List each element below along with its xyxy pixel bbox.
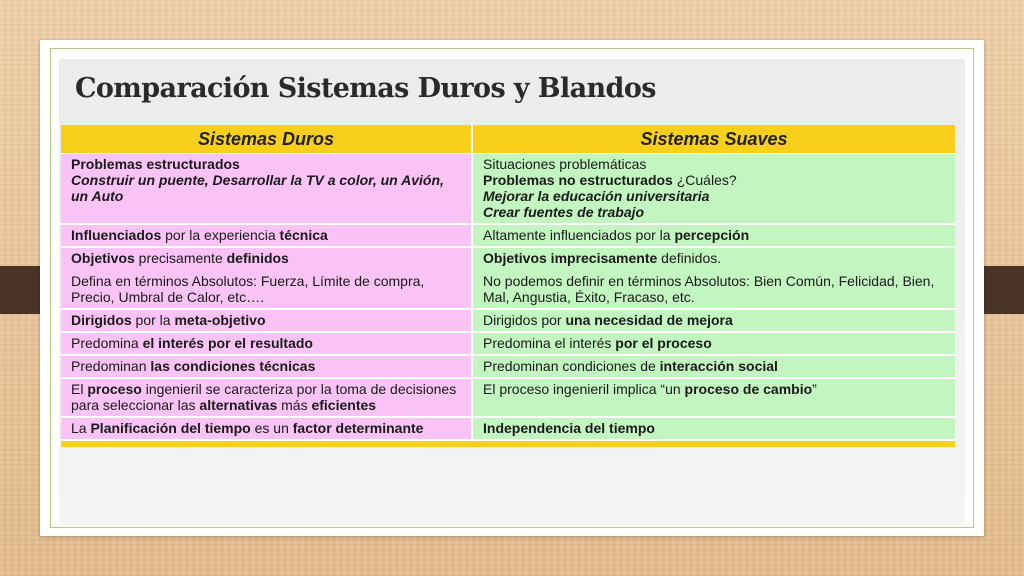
text-bold: Influenciados: [71, 227, 162, 243]
cell-duros: [61, 154, 473, 225]
footer-band-right: [473, 441, 955, 447]
slide-card: [40, 40, 984, 536]
table-row: [61, 418, 955, 441]
cell-duros: [61, 379, 473, 418]
text-bold: Problemas estructurados: [71, 156, 240, 172]
text-bold: las condiciones técnicas: [150, 358, 316, 374]
text-bold: definidos: [226, 250, 289, 266]
text-plain: Predominan: [71, 358, 151, 374]
header-sistemas-suaves: Sistemas Suaves: [473, 125, 955, 154]
text-plain: por la experiencia: [161, 227, 280, 243]
text-plain: es un: [250, 420, 293, 436]
table-footer-band: [61, 441, 955, 447]
text-bold: factor determinante: [292, 420, 424, 436]
table-row: [61, 333, 955, 356]
comparison-table: [61, 125, 955, 447]
text-plain: Predomina: [71, 335, 143, 351]
cell-suaves: [473, 248, 955, 310]
text-bold: Objetivos: [71, 250, 135, 266]
footer-band-left: [61, 441, 473, 447]
text-bold: meta-objetivo: [174, 312, 266, 328]
text-example: Crear fuentes de trabajo: [483, 204, 645, 220]
text-plain: definidos.: [657, 250, 722, 266]
text-plain: por la: [131, 312, 175, 328]
text-bold: percepción: [674, 227, 750, 243]
cell-suaves: [473, 310, 955, 333]
comparison-image: [59, 59, 965, 525]
text-bold: Dirigidos: [71, 312, 132, 328]
text-bold: proceso: [87, 381, 142, 397]
cell-suaves: [473, 154, 955, 225]
cell-suaves: [473, 418, 955, 441]
text-bold: alternativas: [199, 397, 278, 413]
cell-duros: [61, 356, 473, 379]
table-row: [61, 154, 955, 225]
cell-suaves: [473, 356, 955, 379]
cell-duros: [61, 333, 473, 356]
text-plain: La: [71, 420, 91, 436]
text-plain: Situaciones problemáticas: [483, 156, 647, 172]
slide-title: Comparación Sistemas Duros y Blandos: [75, 73, 656, 104]
text-bold: Problemas no estructurados: [483, 172, 673, 188]
text-bold: Objetivos imprecisamente: [483, 250, 658, 266]
text-bold: una necesidad de mejora: [565, 312, 733, 328]
cell-duros: [61, 225, 473, 248]
text-bold: por el proceso: [615, 335, 712, 351]
cell-suaves: [473, 333, 955, 356]
text-plain: ingenieril se caracteriza por la toma de decisiones para seleccionar las: [71, 381, 457, 413]
text-plain: Defina en términos Absolutos: Fuerza, Límite de compra, Precio, Umbral de Calor, etc….: [71, 273, 425, 305]
text-plain: ¿Cuáles?: [672, 172, 737, 188]
cell-duros: [61, 310, 473, 333]
text-bold: Planificación del tiempo: [90, 420, 251, 436]
text-bold: eficientes: [311, 397, 377, 413]
text-plain: El: [71, 381, 88, 397]
text-bold: Independencia del tiempo: [483, 420, 655, 436]
table-row: [61, 310, 955, 333]
header-sistemas-duros: Sistemas Duros: [61, 125, 473, 154]
table-row: [61, 356, 955, 379]
text-bold: interacción social: [659, 358, 778, 374]
text-plain: más: [277, 397, 312, 413]
text-plain: Altamente influenciados por la: [483, 227, 675, 243]
text-plain: ”: [812, 381, 817, 397]
table-row: [61, 379, 955, 418]
text-bold: técnica: [279, 227, 328, 243]
text-plain: Predominan condiciones de: [483, 358, 660, 374]
text-example: Mejorar la educación universitaria: [483, 188, 710, 204]
text-bold: el interés por el resultado: [142, 335, 313, 351]
text-plain: No podemos definir en términos Absolutos: Bien Común, Felicidad, Bien, Mal, Angustia, Éxito, Fracaso, etc.: [483, 273, 935, 305]
table-header-row: [61, 125, 955, 154]
table-row: [61, 248, 955, 310]
text-plain: precisamente: [134, 250, 227, 266]
text-bold: proceso de cambio: [684, 381, 813, 397]
cell-suaves: [473, 225, 955, 248]
text-plain: Predomina el interés: [483, 335, 616, 351]
cell-suaves: [473, 379, 955, 418]
table-row: [61, 225, 955, 248]
cell-duros: [61, 248, 473, 310]
cell-duros: [61, 418, 473, 441]
text-plain: Dirigidos por: [483, 312, 566, 328]
text-example: Construir un puente, Desarrollar la TV a color, un Avión, un Auto: [71, 172, 444, 204]
text-plain: El proceso ingenieril implica “un: [483, 381, 685, 397]
